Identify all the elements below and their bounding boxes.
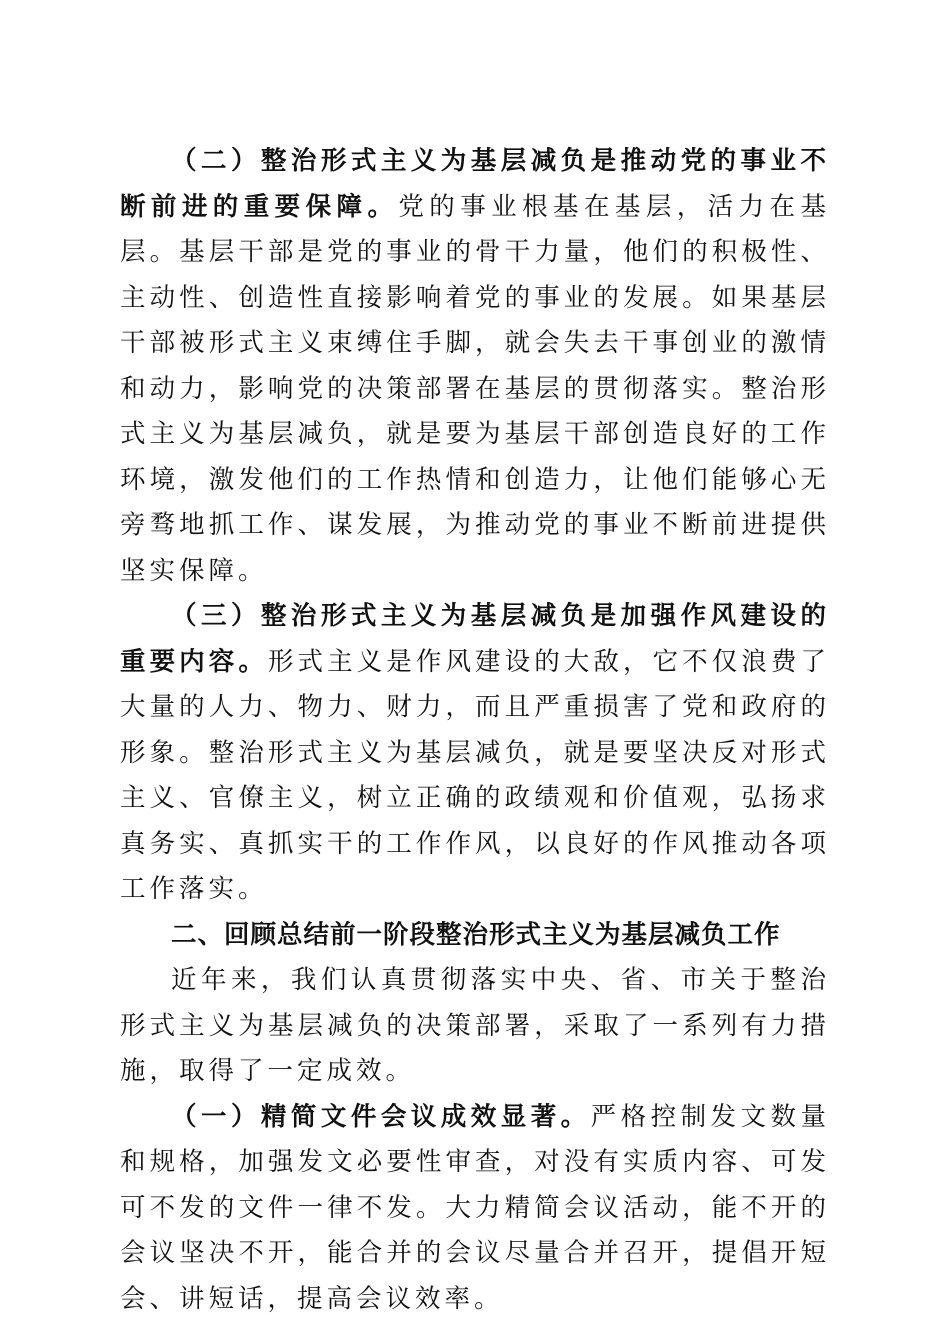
item-one-body: 严格控制发文数量和规格，加强发文必要性审查，对没有实质内容、可发可不发的文件一律不发。大力精简会议活动，能不开的会议坚决不开，能合并的会议尽量合并召开，提倡开短会、讲短话，提高会议效率。	[120, 1101, 830, 1314]
paragraph-three-body: 形式主义是作风建设的大敌，它不仅浪费了大量的人力、物力、财力，而且严重损害了党和政府的形象。整治形式主义为基层减负，就是要坚决反对形式主义、官僚主义，树立正确的政绩观和价值观，弘扬求真务实、真抓实干的工作作风，以良好的作风推动各项工作落实。	[120, 646, 830, 904]
item-one-lead: （一）精简文件会议成效显著。	[171, 1101, 591, 1132]
paragraph-two-body: 党的事业根基在基层，活力在基层。基层干部是党的事业的骨干力量，他们的积极性、主动性、创造性直接影响着党的事业的发展。如果基层干部被形式主义束缚住手脚，就会失去干事创业的激情和动力，影响党的决策部署在基层的贯彻落实。整治形式主义为基层减负，就是要为基层干部创造良好的工作环境，激发他们的工作热情和创造力，让他们能够心无旁骛地抓工作、谋发展，为推动党的事业不断前进提供坚实保障。	[120, 191, 830, 586]
document-page	[120, 139, 830, 1322]
paragraph-three-lead: （三）整治形式主义为基层减负是加强作风建设的重要内容。	[120, 601, 830, 677]
paragraph-three	[120, 594, 830, 913]
section-heading: 二、回顾总结前一阶段整治形式主义为基层减负工作	[171, 919, 781, 950]
paragraph-two-lead: （二）整治形式主义为基层减负是推动党的事业不断前进的重要保障。	[120, 146, 830, 222]
paragraph-two	[120, 139, 830, 594]
intro-paragraph: 近年来，我们认真贯彻落实中央、省、市关于整治形式主义为基层减负的决策部署，采取了一系列有力措施，取得了一定成效。	[120, 965, 830, 1086]
item-one-paragraph	[120, 1095, 830, 1323]
